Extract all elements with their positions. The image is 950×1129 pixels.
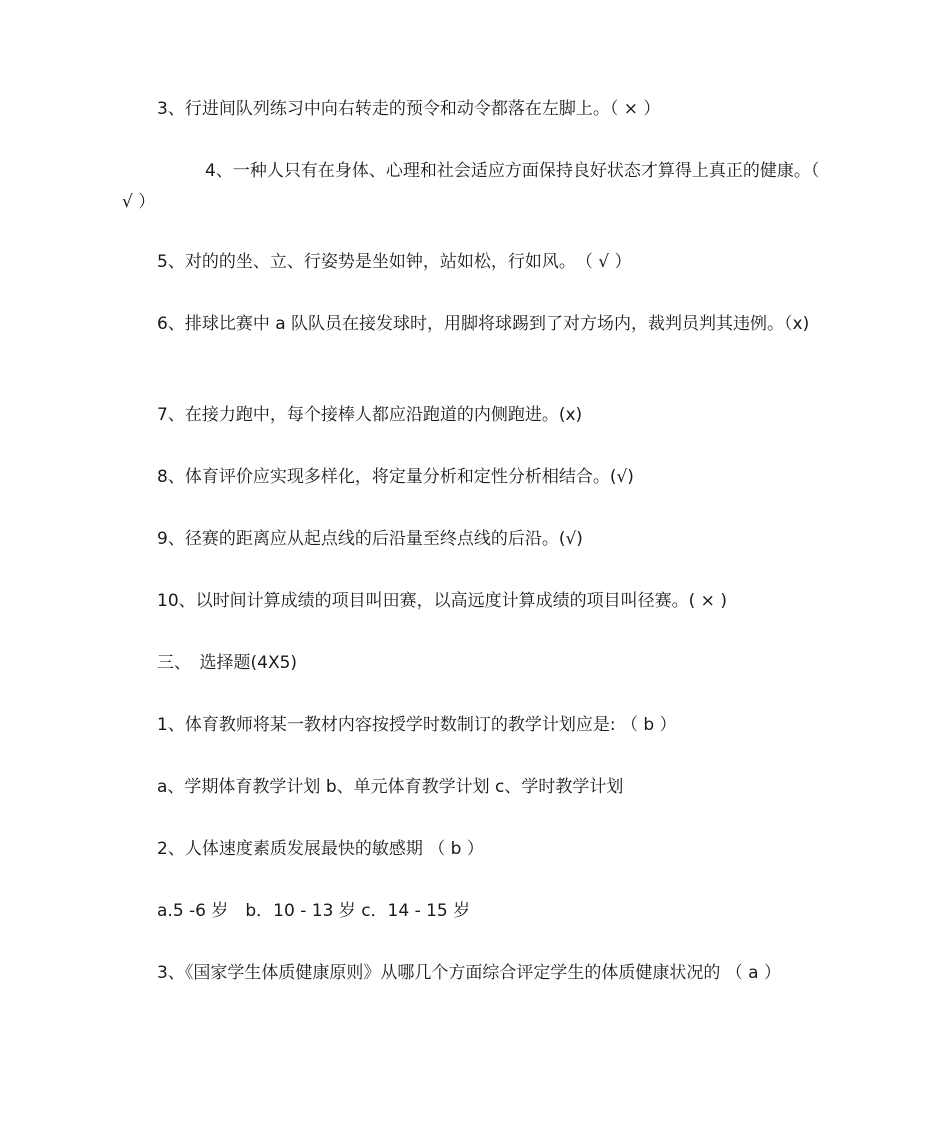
true-false-item-6-text: 6、排球比赛中 a 队队员在接发球时，用脚将球踢到了对方场内，裁判员判其违例。（x) — [157, 314, 810, 334]
true-false-item-4-text: 4、一种人只有在身体、心理和社会适应方面保持良好状态才算得上真正的健康。（ √ ） — [122, 161, 820, 212]
true-false-item-5: 5、对的的坐、立、行姿势是坐如钟，站如松，行如风。 （ √ ） — [157, 252, 632, 272]
choice-question-1: 1、体育教师将某一教材内容按授学时数制订的教学计划应是: （ b ） — [157, 715, 677, 735]
choice-question-2-options: a.5 -6 岁 b．10 - 13 岁 c．14 - 15 岁 — [157, 901, 471, 921]
true-false-item-4 — [122, 156, 834, 218]
choice-question-2: 2、人体速度素质发展最快的敏感期 （ b ） — [157, 839, 484, 859]
true-false-item-10: 10、以时间计算成绩的项目叫田赛，以高远度计算成绩的项目叫径赛。( × ) — [157, 591, 727, 611]
true-false-item-8: 8、体育评价应实现多样化，将定量分析和定性分析相结合。(√) — [157, 467, 634, 487]
true-false-item-7: 7、在接力跑中，每个接棒人都应沿跑道的内侧跑进。(x) — [157, 405, 583, 425]
true-false-item-6 — [130, 309, 838, 340]
choice-question-1-options: a、学期体育教学计划 b、单元体育教学计划 c、学时教学计划 — [157, 777, 624, 797]
choice-question-3: 3、《国家学生体质健康原则》从哪几个方面综合评定学生的体质健康状况的 （ a ） — [157, 963, 781, 983]
section-heading-multiple-choice: 三、 选择题(4X5) — [157, 653, 298, 673]
true-false-item-3: 3、行进间队列练习中向右转走的预令和动令都落在左脚上。（ × ） — [157, 99, 661, 119]
true-false-item-9: 9、径赛的距离应从起点线的后沿量至终点线的后沿。(√) — [157, 529, 583, 549]
